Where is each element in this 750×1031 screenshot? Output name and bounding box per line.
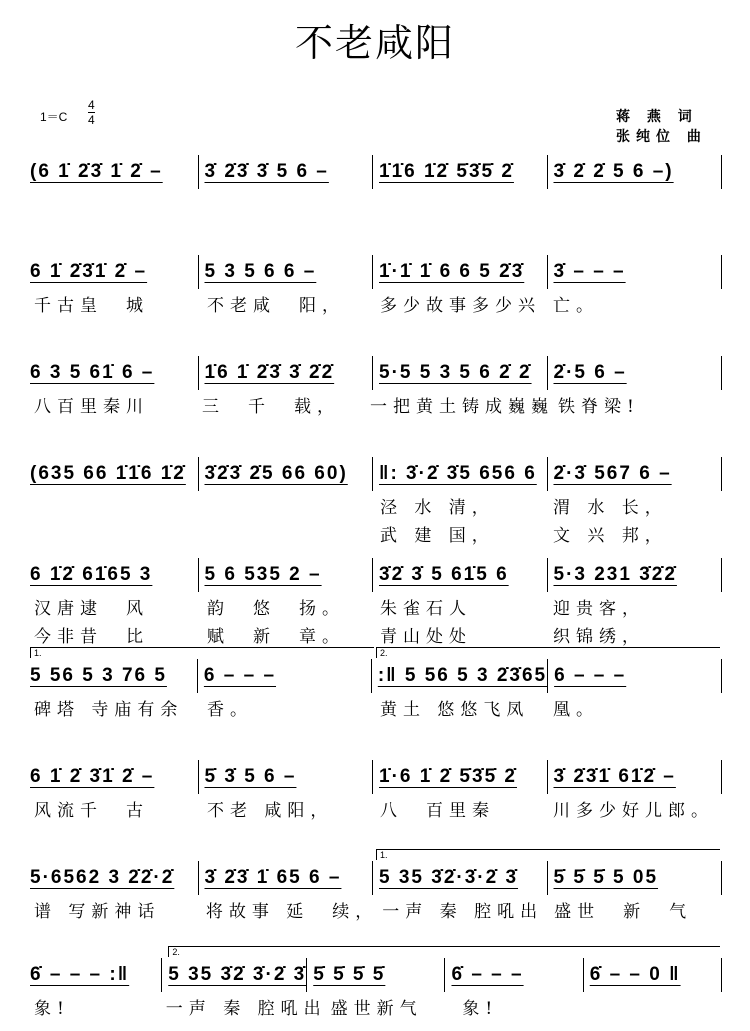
- measure: 5 35 3̇2̇ 3̇·2̇ 3̇: [161, 958, 306, 992]
- measure: (635 66 1̇1̇6 1̇2̇: [30, 463, 186, 484]
- song-title: 不老咸阳: [294, 21, 455, 65]
- system-2: [30, 255, 722, 317]
- lyric-segment: 香。: [207, 699, 253, 720]
- measure: 6 1̇2̇ 61̇65 3: [30, 564, 153, 585]
- lyric-segment: 织锦绣，: [553, 626, 645, 647]
- measure: 3̇ 2̇3̇1̇ 61̇2̇ –: [547, 760, 723, 794]
- lyric-segment: 亡。: [553, 295, 599, 316]
- system-8: [30, 850, 722, 923]
- notation-line: [30, 958, 722, 992]
- lyrics-verse-1: [30, 390, 722, 418]
- notation-line: [30, 659, 722, 693]
- lyric-segment: 将故事 延 续，: [205, 901, 379, 922]
- lyrics-verse-1: [30, 592, 722, 620]
- measure: 2̇·3̇ 567 6 –: [547, 457, 723, 491]
- lyrics-verse-1: [30, 693, 722, 721]
- measure: 5̇ 3̇ 5 6 –: [198, 760, 373, 794]
- lyric-segment: 风流千 古: [34, 800, 149, 821]
- measure: 6̇ – – 0 ‖: [583, 958, 722, 992]
- lyric-segment: 韵 悠 扬。: [207, 598, 345, 619]
- lyric-segment: 汉唐逮 风: [34, 598, 149, 619]
- lyrics-verse-1: [30, 992, 722, 1020]
- measure: 3̇ 2̇3̇ 3̇ 5 6 –: [198, 155, 373, 189]
- measure: 6 – – –: [197, 659, 371, 693]
- volta-bracket: 2.: [168, 946, 720, 957]
- lyric-segment: 三 千 载，: [202, 396, 340, 417]
- system-6: [30, 648, 722, 721]
- measure: 5 56 5 3 76 5: [30, 665, 167, 686]
- lyrics-verse-1: [30, 289, 722, 317]
- lyrics-verse-2: [30, 620, 722, 648]
- lyric-segment: 赋 新 章。: [207, 626, 345, 647]
- lyric-segment: 一声 秦 腔吼出: [165, 998, 327, 1019]
- measure: 5 35 3̇2̇·3̇·2̇ 3̇: [372, 861, 547, 895]
- lyric-segment: 盛世新气: [330, 998, 423, 1019]
- lyric-segment: 一声 秦 腔吼出: [382, 901, 544, 922]
- lyrics-verse-2: [30, 519, 722, 547]
- volta-bracket: 1.: [376, 849, 720, 860]
- lyric-segment: 泾 水 清，: [380, 497, 495, 518]
- lyric-segment: 象!: [462, 998, 499, 1019]
- lyricist-credit: 蒋 燕 词: [616, 109, 698, 125]
- meter-bottom: 4: [88, 113, 95, 127]
- measure: 5 6 535 2 –: [198, 558, 373, 592]
- measure: 1̇·1̇ 1̇ 6 6 5 2̇3̇: [372, 255, 547, 289]
- lyrics-verse-1: [30, 794, 722, 822]
- lyric-segment: 黄土 悠悠飞凤: [380, 699, 530, 720]
- measure: 3̇ 2̇3̇ 1̇ 65 6 –: [198, 861, 373, 895]
- measure: 6 – – –: [547, 659, 722, 693]
- measure: 3̇2̇ 3̇ 5 61̇5 6: [372, 558, 547, 592]
- notation-line: [30, 558, 722, 592]
- measure: 6 1̇ 2̇3̇1̇ 2̇ –: [30, 261, 148, 282]
- system-9: [30, 947, 722, 1020]
- measure: 5·6562 3 2̇2̇·2̇: [30, 867, 175, 888]
- lyric-segment: 八百里秦川: [34, 396, 149, 417]
- measure: ‖: 3̇·2̇ 3̇5 656 6: [372, 457, 547, 491]
- notation-line: [30, 760, 722, 794]
- measure: 5·3 231 3̇2̇2̇: [547, 558, 723, 592]
- lyric-segment: 武 建 国，: [380, 525, 495, 546]
- lyric-segment: 川多少好儿郎。: [553, 800, 714, 821]
- lyric-segment: 青山处处: [380, 626, 472, 647]
- measure: 5 3 5 6 6 –: [198, 255, 373, 289]
- measure: 1̇6 1̇ 2̇3̇ 3̇ 2̇2̇: [198, 356, 373, 390]
- measure: 6 3 5 61̇ 6 –: [30, 362, 155, 383]
- volta-bracket: 2.: [376, 647, 720, 658]
- lyric-segment: 八 百里秦: [380, 800, 495, 821]
- lyric-segment: 一把黄土铸成巍巍: [370, 396, 554, 417]
- lyric-segment: 不老咸 阳，: [207, 295, 345, 316]
- measure: 3̇ – – –: [547, 255, 723, 289]
- notation-line: [30, 457, 722, 491]
- measure: (6 1̇ 2̇3̇ 1̇ 2̇ –: [30, 161, 163, 182]
- composer-credit: 张纯位 曲: [616, 129, 707, 145]
- measure: 6̇ – – – :‖: [30, 964, 130, 985]
- notation-line: [30, 861, 722, 895]
- lyric-segment: 迎贵客，: [553, 598, 645, 619]
- system-4: [30, 457, 722, 547]
- measure: 6 1̇ 2̇ 3̇1̇ 2̇ –: [30, 766, 155, 787]
- lyrics-verse-1: [30, 491, 722, 519]
- measure: 5·5 5 3 5 6 2̇ 2̇: [372, 356, 547, 390]
- lyric-segment: 千古皇 城: [34, 295, 149, 316]
- measure: 1̇·6 1̇ 2̇ 5̇3̇5̇ 2̇: [372, 760, 547, 794]
- system-1: [30, 155, 722, 189]
- volta-bracket: 1.: [30, 647, 374, 658]
- measure: 2̇·5 6 –: [547, 356, 723, 390]
- lyric-segment: 谱 写新神话: [34, 901, 161, 922]
- notation-line: [30, 356, 722, 390]
- lyric-segment: 多少故事多少兴: [380, 295, 541, 316]
- measure: 5̇ 5̇ 5̇ 5̇: [306, 958, 444, 992]
- system-7: [30, 760, 722, 822]
- lyric-segment: 今非昔 比: [34, 626, 149, 647]
- measure: 5̇ 5̇ 5̇ 5 05: [547, 861, 723, 895]
- lyric-segment: 碑塔 寺庙有余: [34, 699, 184, 720]
- measure: 3̇ 2̇ 2̇ 5 6 –): [547, 155, 723, 189]
- key-signature: 1＝C: [40, 110, 68, 124]
- lyric-segment: 不老 咸阳，: [207, 800, 334, 821]
- lyric-segment: 文 兴 邦，: [553, 525, 668, 546]
- lyric-segment: 盛世 新 气: [554, 901, 693, 922]
- time-signature: [88, 98, 95, 127]
- measure: 6̇ – – –: [444, 958, 582, 992]
- system-3: [30, 356, 722, 418]
- measure: 3̇2̇3̇ 2̇5 66 60): [198, 457, 373, 491]
- notation-line: [30, 155, 722, 189]
- measure: 1̇1̇6 1̇2̇ 5̇3̇5̇ 2̇: [372, 155, 547, 189]
- lyric-segment: 象!: [34, 998, 70, 1019]
- lyric-segment: 朱雀石人: [380, 598, 472, 619]
- measure: :‖ 5 56 5 3 2̇3̇65: [371, 659, 547, 693]
- meter-top: 4: [88, 98, 95, 112]
- lyric-segment: 渭 水 长，: [553, 497, 668, 518]
- system-5: [30, 558, 722, 648]
- lyrics-verse-1: [30, 895, 722, 923]
- lyric-segment: 铁脊梁!: [558, 396, 640, 417]
- notation-line: [30, 255, 722, 289]
- lyric-segment: 凰。: [553, 699, 599, 720]
